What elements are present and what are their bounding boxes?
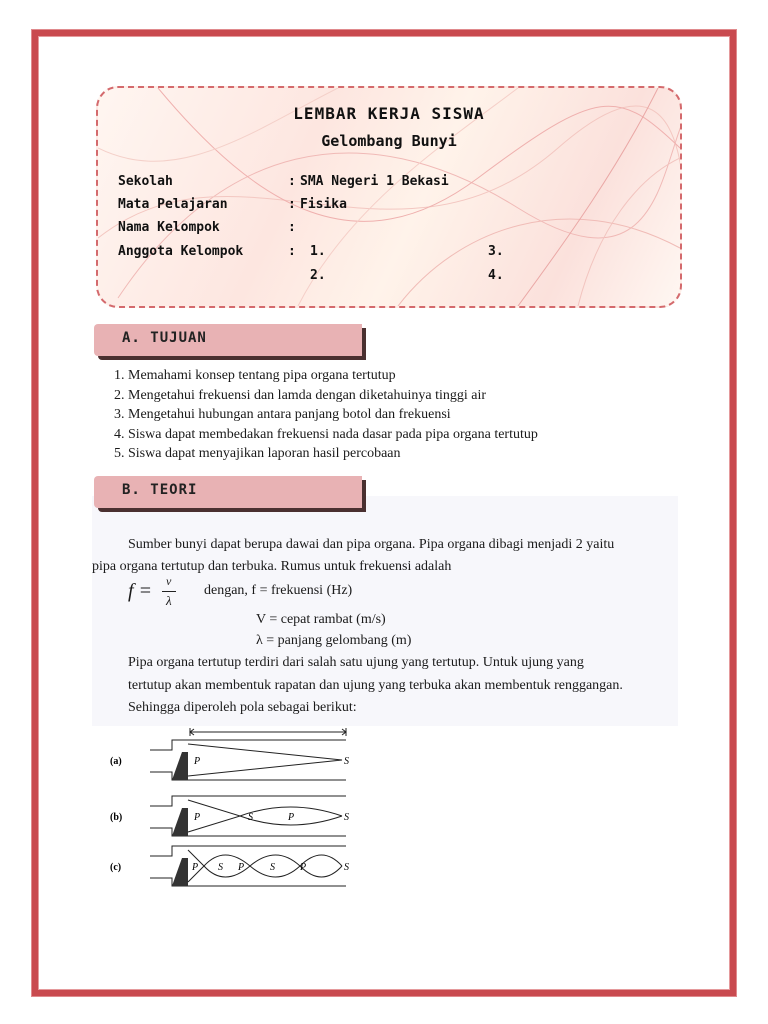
goal-item: 2. Mengetahui frekuensi dan lamda dengan diketahuinya tinggi air [128, 386, 538, 406]
label-group-name: Nama Kelompok [118, 220, 220, 235]
label-p: P [288, 812, 295, 823]
member-3: 3. [488, 244, 504, 259]
theory-paragraph-2-line-1: Pipa organa tertutup terdiri dari salah satu ujung yang tertutup. Untuk ujung yang [128, 655, 584, 670]
label-p: P [192, 862, 199, 873]
sheet-subtitle: Gelombang Bunyi [321, 132, 457, 150]
formula-numerator: v [166, 574, 172, 588]
label-subject: Mata Pelajaran [118, 197, 228, 212]
closed-pipe-wave-diagram [110, 728, 360, 888]
label-s: S [344, 812, 349, 823]
section-heading-tujuan-label: A. TUJUAN [122, 330, 207, 346]
label-p: P [194, 756, 201, 767]
sheet-title: LEMBAR KERJA SISWA [293, 104, 485, 123]
label-p: P [194, 812, 201, 823]
member-4: 4. [488, 268, 504, 283]
pipe-row-a [110, 740, 349, 780]
row-label-b: (b) [110, 812, 123, 823]
section-heading-tujuan [94, 324, 362, 356]
goals-list [104, 366, 538, 464]
goal-item: 5. Siswa dapat menyajikan laporan hasil percobaan [128, 444, 538, 464]
row-label-a: (a) [110, 756, 122, 767]
theory-paragraph-1-line-2: pipa organa tertutup dan terbuka. Rumus untuk frekuensi adalah [92, 559, 452, 574]
value-school: SMA Negeri 1 Bekasi [300, 174, 449, 189]
label-school: Sekolah [118, 174, 173, 189]
formula-denominator: λ [166, 593, 172, 608]
value-subject: Fisika [300, 197, 347, 212]
goal-item: 4. Siswa dapat membedakan frekuensi nada dasar pada pipa organa tertutup [128, 425, 538, 445]
formula-lhs: f = [128, 580, 153, 602]
definition-speed: V = cepat rambat (m/s) [256, 612, 386, 627]
definition-wavelength: λ = panjang gelombang (m) [256, 633, 412, 648]
theory-paragraph-1-line-1: Sumber bunyi dapat berupa dawai dan pipa organa. Pipa organa dibagi menjadi 2 yaitu [128, 537, 615, 552]
row-label-c: (c) [110, 862, 122, 873]
sep-group-name: : [288, 220, 296, 235]
theory-paragraph-2-line-3: Sehingga diperoleh pola sebagai berikut: [128, 700, 357, 715]
formula-fraction-bar [162, 591, 176, 592]
section-heading-teori [94, 476, 362, 508]
label-s: S [344, 862, 349, 873]
sep-group-members: : [288, 244, 296, 259]
theory-paragraph-2-line-2: tertutup akan membentuk rapatan dan ujung yang terbuka akan membentuk renggangan. [128, 678, 623, 693]
label-s: S [344, 756, 349, 767]
label-p: P [238, 862, 245, 873]
section-heading-teori-label: B. TEORI [122, 482, 198, 498]
definition-frequency: dengan, f = frekuensi (Hz) [204, 583, 353, 598]
member-2: 2. [310, 268, 326, 283]
pipe-row-b [110, 796, 349, 836]
label-s: S [270, 862, 275, 873]
pipe-row-c [110, 846, 349, 886]
goal-item: 3. Mengetahui hubungan antara panjang botol dan frekuensi [128, 405, 538, 425]
header-box [96, 86, 682, 308]
label-s: S [248, 812, 253, 823]
label-group-members: Anggota Kelompok [118, 244, 244, 259]
goal-item: 1. Memahami konsep tentang pipa organa tertutup [128, 366, 538, 386]
sep-school: : [288, 174, 296, 189]
label-p: P [300, 862, 307, 873]
sep-subject: : [288, 197, 296, 212]
label-s: S [218, 862, 223, 873]
member-1: 1. [310, 244, 326, 259]
